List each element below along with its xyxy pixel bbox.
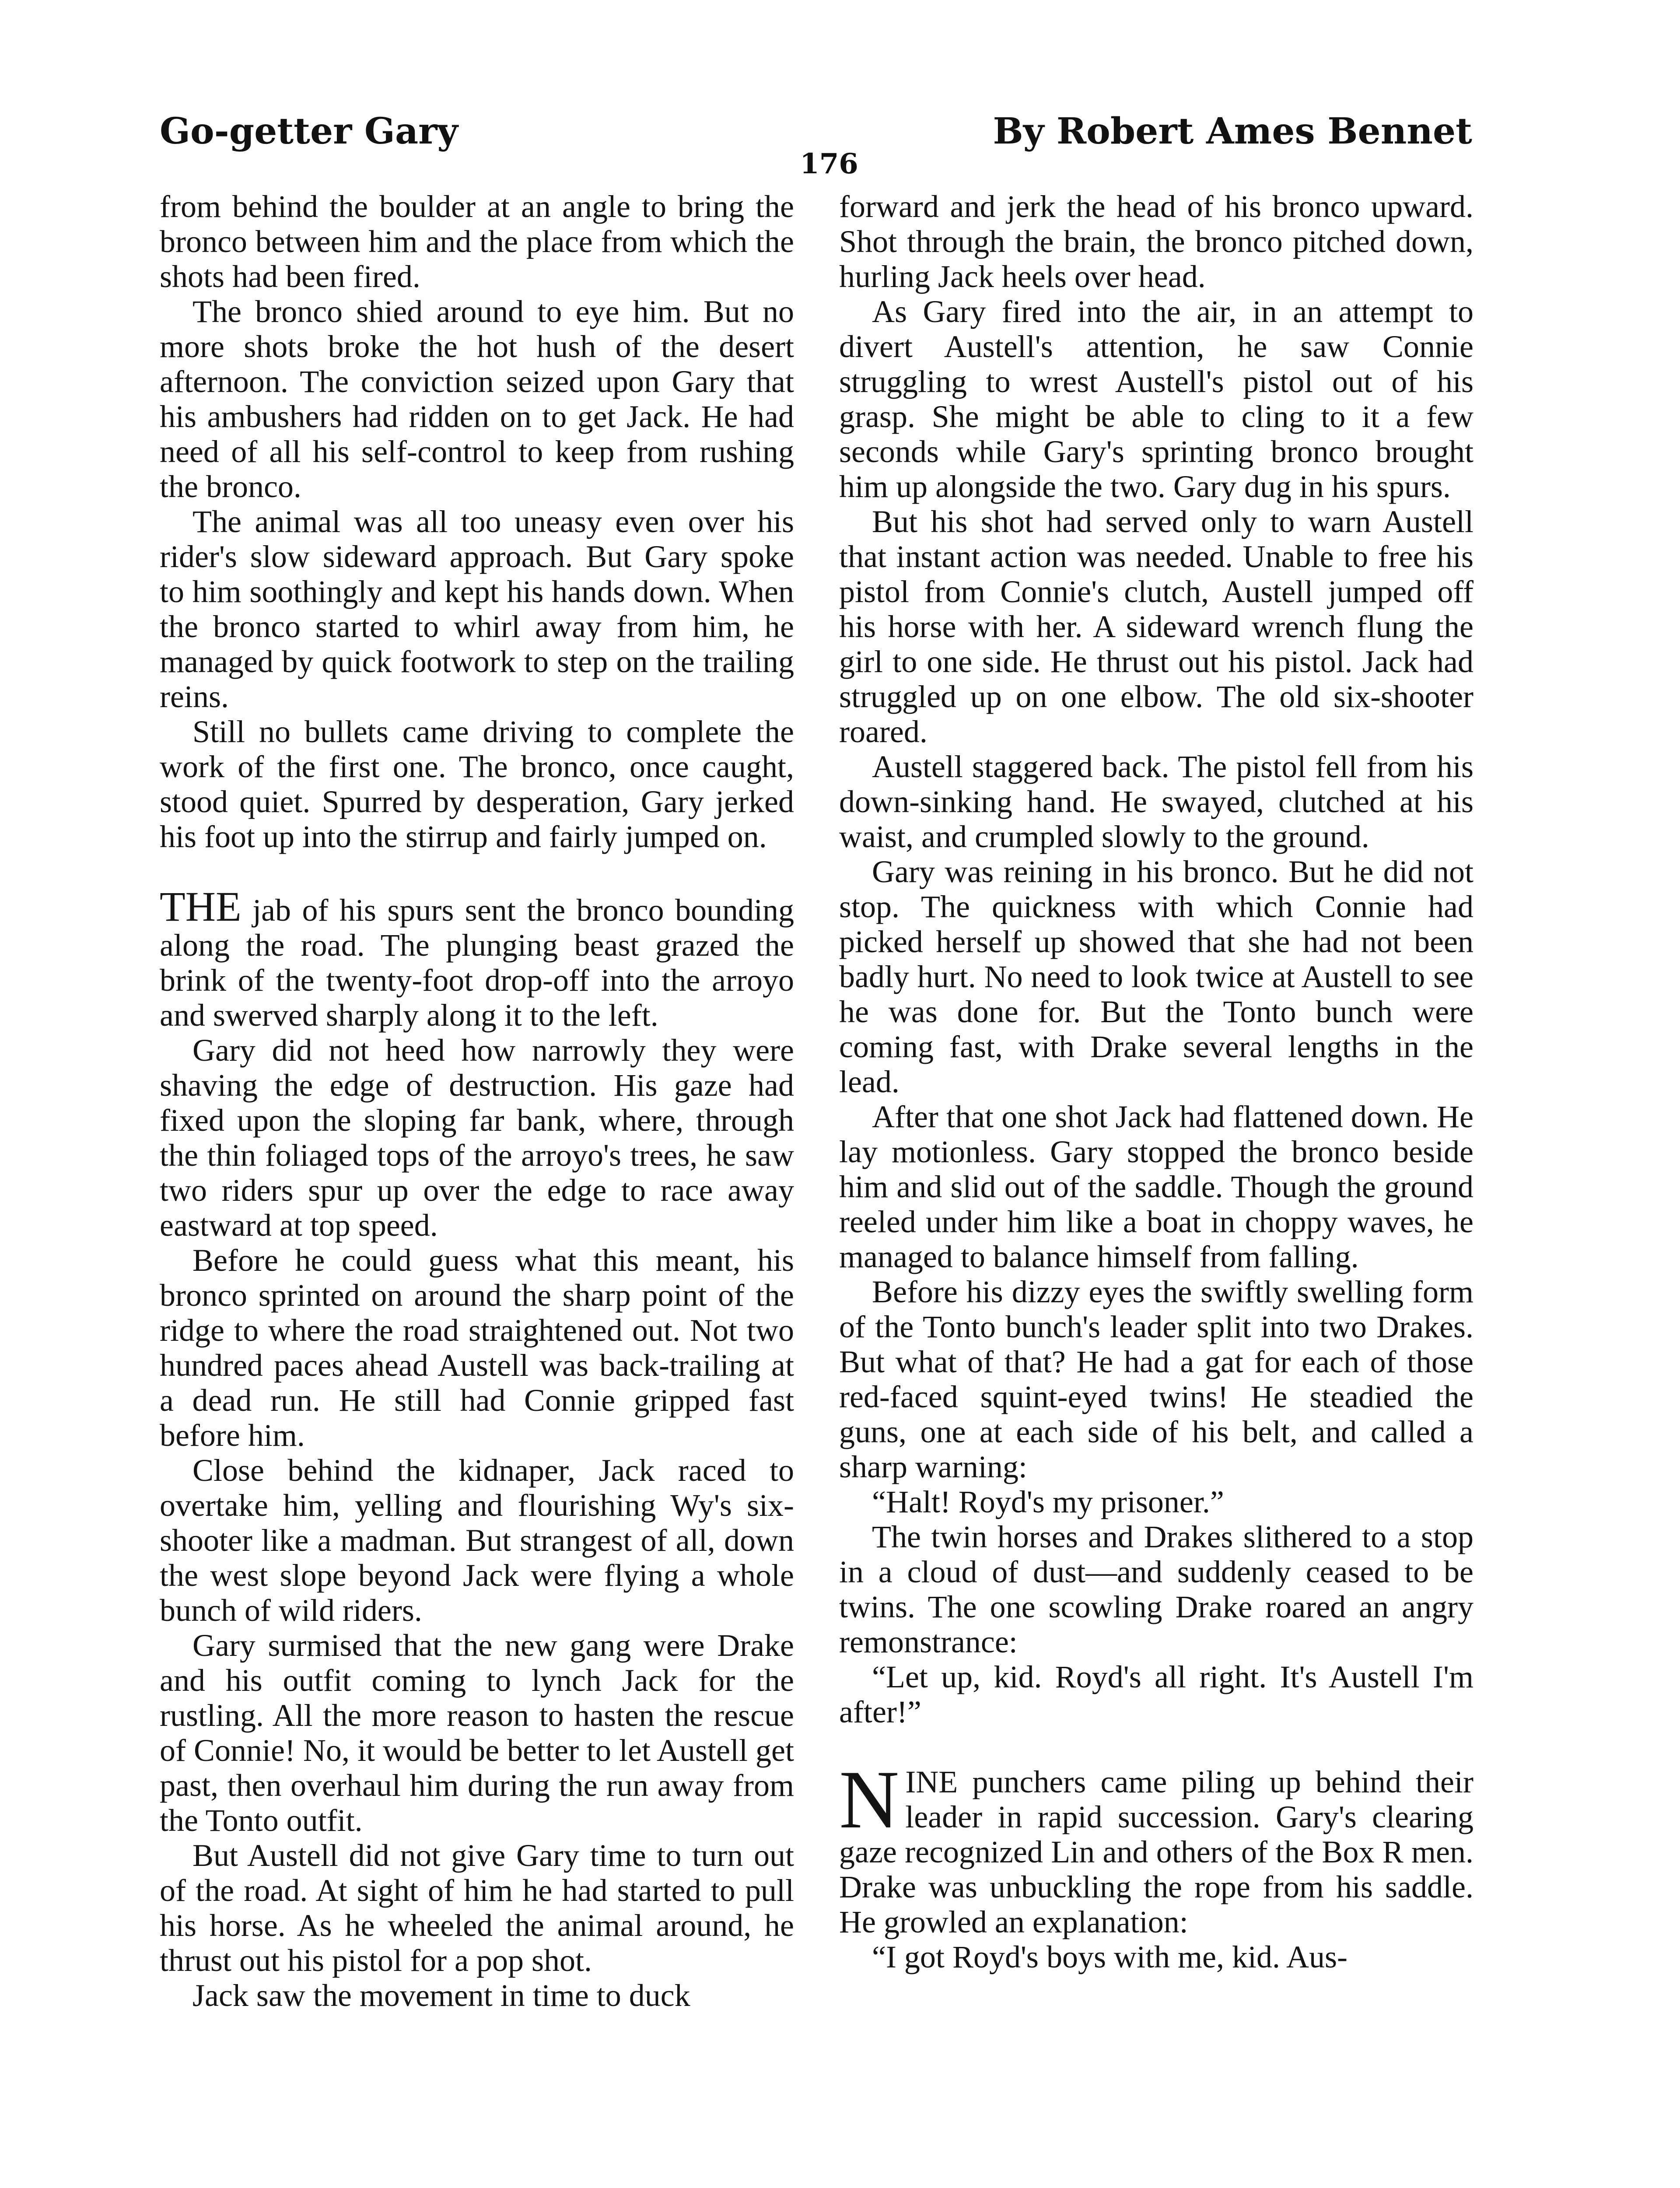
paragraph: Gary did not heed how narrowly they were shaving the edge of destruction. His gaze had fixed upon the sloping far bank, where, through the thin foliaged tops of the arroyo's trees, he saw two riders spur up over the edge to race away eastward at top speed. xyxy=(160,1033,794,1243)
paragraph: Austell staggered back. The pistol fell from his down-sinking hand. He swayed, clutched at his waist, and crumpled slowly to the ground. xyxy=(839,749,1474,854)
page-number: 176 xyxy=(800,147,858,180)
drop-cap: N xyxy=(839,1754,900,1846)
paragraph-text: jab of his spurs sent the bronco bounding along the road. The plunging beast grazed the brink of the twenty-foot drop-off into the arroyo and swerved sharply along it to the left. xyxy=(160,893,794,1033)
paragraph: The bronco shied around to eye him. But no more shots broke the hot hush of the desert afternoon. The conviction seized upon Gary that his ambushers had ridden on to get Jack. He had need of all his self-control to keep from rushing the bronco. xyxy=(160,294,794,504)
paragraph: from behind the boulder at an angle to bring the bronco between him and the place from which the shots had been fired. xyxy=(160,189,794,294)
paragraph: As Gary fired into the air, in an attempt to divert Austell's attention, he saw Connie struggling to wrest Austell's pistol out of his grasp. She might be able to cling to it a few seconds while Gary's sprinting bronco brought him up alongside the two. Gary dug in his spurs. xyxy=(839,294,1474,504)
paragraph: The twin horses and Drakes slithered to a stop in a cloud of dust—and suddenly ceased to be twins. The one scowling Drake roared an angry remonstrance: xyxy=(839,1519,1474,1659)
section-lead-word: THE xyxy=(160,883,242,930)
paragraph: “Halt! Royd's my prisoner.” xyxy=(872,1484,1224,1519)
paragraph: But Austell did not give Gary time to turn out of the road. At sight of him he had started to pull his horse. As he wheeled the animal around, he thrust out his pistol for a pop shot. xyxy=(160,1838,794,1978)
paragraph: Before his dizzy eyes the swiftly swelling form of the Tonto bunch's leader split into two Drakes. But what of that? He had a gat for each of those red-faced squint-eyed twins! He steadied the guns, one at each side of his belt, and called a sharp warning: xyxy=(839,1274,1474,1484)
section-paragraph xyxy=(160,883,794,1033)
paragraph: “I got Royd's boys with me, kid. Aus- xyxy=(872,1939,1348,1974)
right-text-column xyxy=(839,189,1474,1974)
story-author: By Robert Ames Bennet xyxy=(993,110,1472,152)
paragraph: Jack saw the movement in time to duck xyxy=(192,1978,690,2013)
paragraph: forward and jerk the head of his bronco upward. Shot through the brain, the bronco pitched down, hurling Jack heels over head. xyxy=(839,189,1474,294)
paragraph: But his shot had served only to warn Austell that instant action was needed. Unable to free his pistol from Connie's clutch, Austell jumped off his horse with her. A sideward wrench flung the girl to one side. He thrust out his pistol. Jack had struggled up on one elbow. The old six-shooter roared. xyxy=(839,504,1474,749)
paragraph: Before he could guess what this meant, his bronco sprinted on around the sharp point of the ridge to where the road straightened out. Not two hundred paces ahead Austell was back-trailing at a dead run. He still had Connie gripped fast before him. xyxy=(160,1243,794,1453)
story-title: Go-getter Gary xyxy=(160,110,458,152)
paragraph-text: INE punchers came piling up behind their leader in rapid succession. Gary's clearing gaze recognized Lin and others of the Box R men. Drake was unbuckling the rope from his saddle. He growled an explanation: xyxy=(839,1764,1474,1939)
paragraph: “Let up, kid. Royd's all right. It's Austell I'm after!” xyxy=(839,1659,1474,1729)
paragraph: The animal was all too uneasy even over his rider's slow sideward approach. But Gary spoke to him soothingly and kept his hands down. When the bronco started to whirl away from him, he managed by quick footwork to step on the trailing reins. xyxy=(160,504,794,714)
paragraph: Close behind the kidnaper, Jack raced to overtake him, yelling and flourishing Wy's six-shooter like a madman. But strangest of all, down the west slope beyond Jack were flying a whole bunch of wild riders. xyxy=(160,1453,794,1628)
section-paragraph xyxy=(839,1754,1474,1939)
paragraph: After that one shot Jack had flattened down. He lay motionless. Gary stopped the bronco beside him and slid out of the saddle. Though the ground reeled under him like a boat in choppy waves, he managed to balance himself from falling. xyxy=(839,1099,1474,1274)
paragraph: Gary was reining in his bronco. But he did not stop. The quickness with which Connie had picked herself up showed that she had not been badly hurt. No need to look twice at Austell to see he was done for. But the Tonto bunch were coming fast, with Drake several lengths in the lead. xyxy=(839,854,1474,1099)
paragraph: Gary surmised that the new gang were Drake and his outfit coming to lynch Jack for the rustling. All the more reason to hasten the rescue of Connie! No, it would be better to let Austell get past, then overhaul him during the run away from the Tonto outfit. xyxy=(160,1628,794,1838)
paragraph: Still no bullets came driving to complete the work of the first one. The bronco, once caught, stood quiet. Spurred by desperation, Gary jerked his foot up into the stirrup and fairly jumped on. xyxy=(160,714,794,854)
left-text-column xyxy=(160,189,794,2013)
